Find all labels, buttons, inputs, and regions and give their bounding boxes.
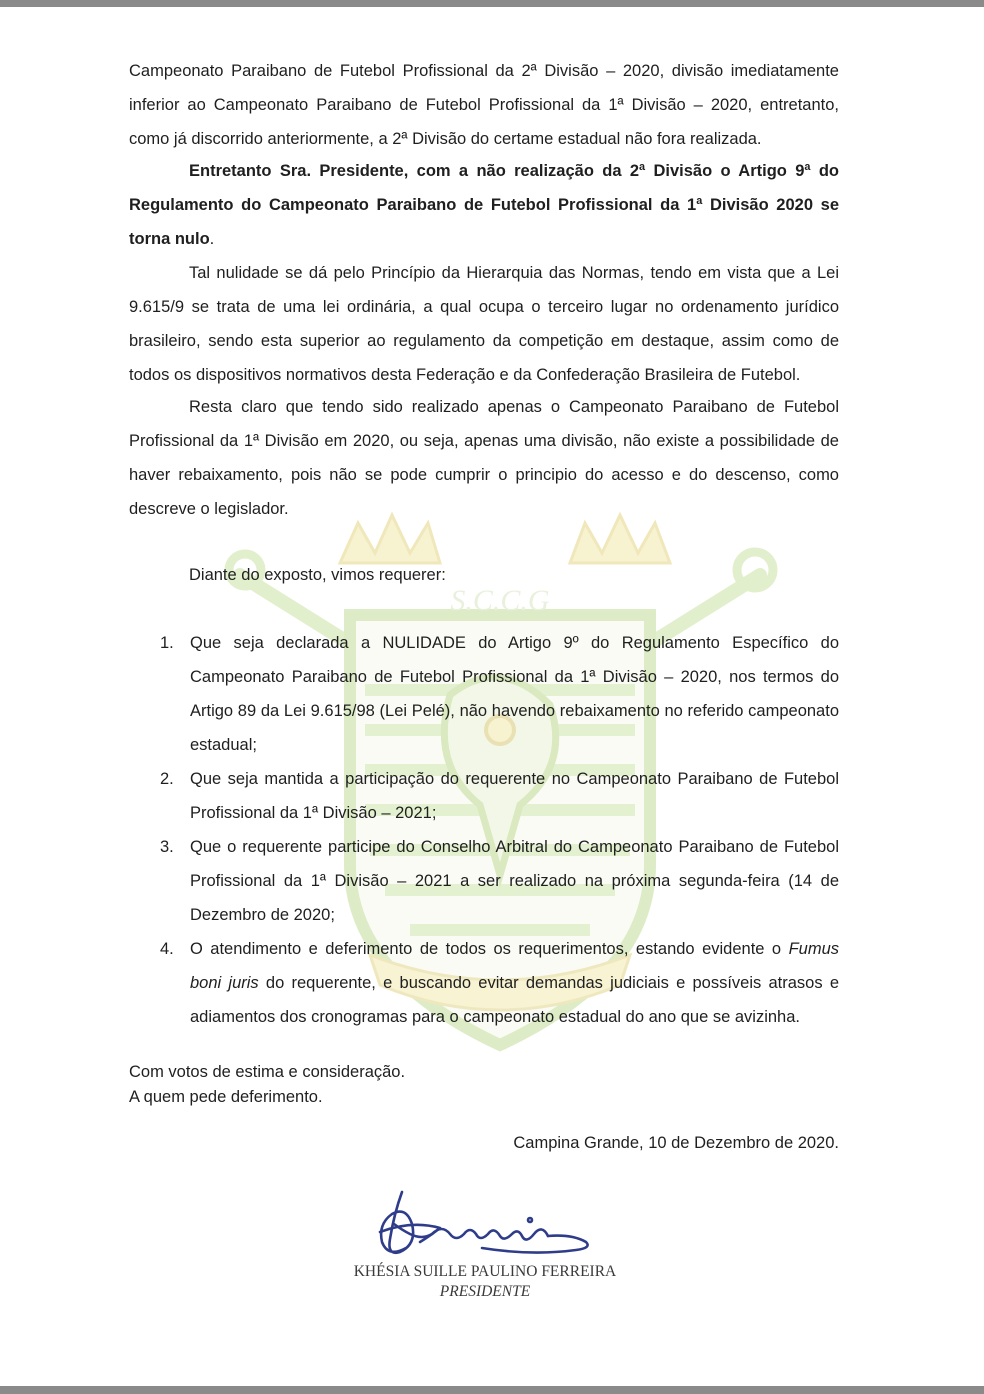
request-number: 2. [160, 770, 174, 788]
paragraph-no-relegation [129, 390, 839, 526]
handwritten-signature [372, 1184, 598, 1268]
paragraph-text: Diante do exposto, vimos requerer: [189, 566, 446, 584]
paragraph-hierarchy [129, 256, 839, 392]
request-text: Que seja mantida a participação do requerente no Campeonato Paraibano de Futebol Profissional da 1ª Divisão – 2021; [190, 770, 839, 822]
request-text: Que o requerente participe do Conselho Arbitral do Campeonato Paraibano de Futebol Profissional da 1ª Divisão – 2021 a ser realizado na próxima segunda-feira (14 de Dezembro de 2020; [190, 838, 839, 924]
bottom-frame-bar [0, 1386, 984, 1394]
paragraph-text: Resta claro que tendo sido realizado apenas o Campeonato Paraibano de Futebol Profissional da 1ª Divisão em 2020, ou seja, apenas uma divisão, não existe a possibilidade de haver rebaixamento, pois não se pode cumprir o principio do acesso e do descenso, como descreve o legislador. [129, 398, 839, 518]
request-italic-term: Fumus boni juris [190, 940, 839, 992]
request-item [129, 626, 839, 762]
signer-block [330, 1262, 640, 1302]
place-and-date: Campina Grande, 10 de Dezembro de 2020. [513, 1134, 839, 1152]
watermark-text: S.C.C.G [450, 584, 550, 617]
paragraph-text: Campeonato Paraibano de Futebol Profissional da 2ª Divisão – 2020, divisão imediatamente inferior ao Campeonato Paraibano de Futebol Profissional da 1ª Divisão – 2020, entretanto, como já discorrido anteriormente, a 2ª Divisão do certame estadual não fora realizada. [129, 62, 839, 148]
request-item [129, 830, 839, 932]
request-item [129, 932, 839, 1034]
paragraph-context [129, 54, 839, 156]
request-text-after: do requerente, e buscando evitar demandas judiciais e possíveis atrasos e adiamentos dos cronogramas para o campeonato estadual do ano que se avizinha. [190, 974, 839, 1026]
bold-claim-text: Entretanto Sra. Presidente, com a não realização da 2ª Divisão o Artigo 9ª do Regulamento do Campeonato Paraibano de Futebol Profissional da 1ª Divisão 2020 se torna nulo [129, 162, 839, 248]
request-number: 4. [160, 940, 174, 958]
signer-name: KHÉSIA SUILLE PAULINO FERREIRA [353, 1263, 617, 1280]
signer-role: PRESIDENTE [439, 1283, 531, 1300]
paragraph-request-intro [129, 558, 839, 592]
request-list [129, 626, 839, 1034]
closing-block [129, 1060, 405, 1110]
request-number: 3. [160, 838, 174, 856]
request-item [129, 762, 839, 830]
request-text-before: O atendimento e deferimento de todos os requerimentos, estando evidente o [190, 940, 789, 958]
claim-period: . [209, 230, 215, 248]
paragraph-nullity-claim [129, 154, 839, 256]
closing-line: Com votos de estima e consideração. [129, 1063, 406, 1081]
paragraph-text: Tal nulidade se dá pelo Princípio da Hierarquia das Normas, tendo em vista que a Lei 9.615/9 se trata de uma lei ordinária, a qual ocupa o terceiro lugar no ordenamento jurídico brasileiro, sendo esta superior ao regulamento da competição em destaque, assim como de todos os dispositivos normativos desta Federação e da Confederação Brasileira de Futebol. [129, 264, 839, 384]
top-frame-bar [0, 0, 984, 7]
closing-line: A quem pede deferimento. [129, 1088, 323, 1106]
request-number: 1. [160, 634, 174, 652]
request-text: Que seja declarada a NULIDADE do Artigo 9º do Regulamento Específico do Campeonato Paraibano de Futebol Profissional da 1ª Divisão – 2020, nos termos do Artigo 89 da Lei 9.615/98 (Lei Pelé), não havendo rebaixamento no referido campeonato estadual; [190, 634, 839, 754]
